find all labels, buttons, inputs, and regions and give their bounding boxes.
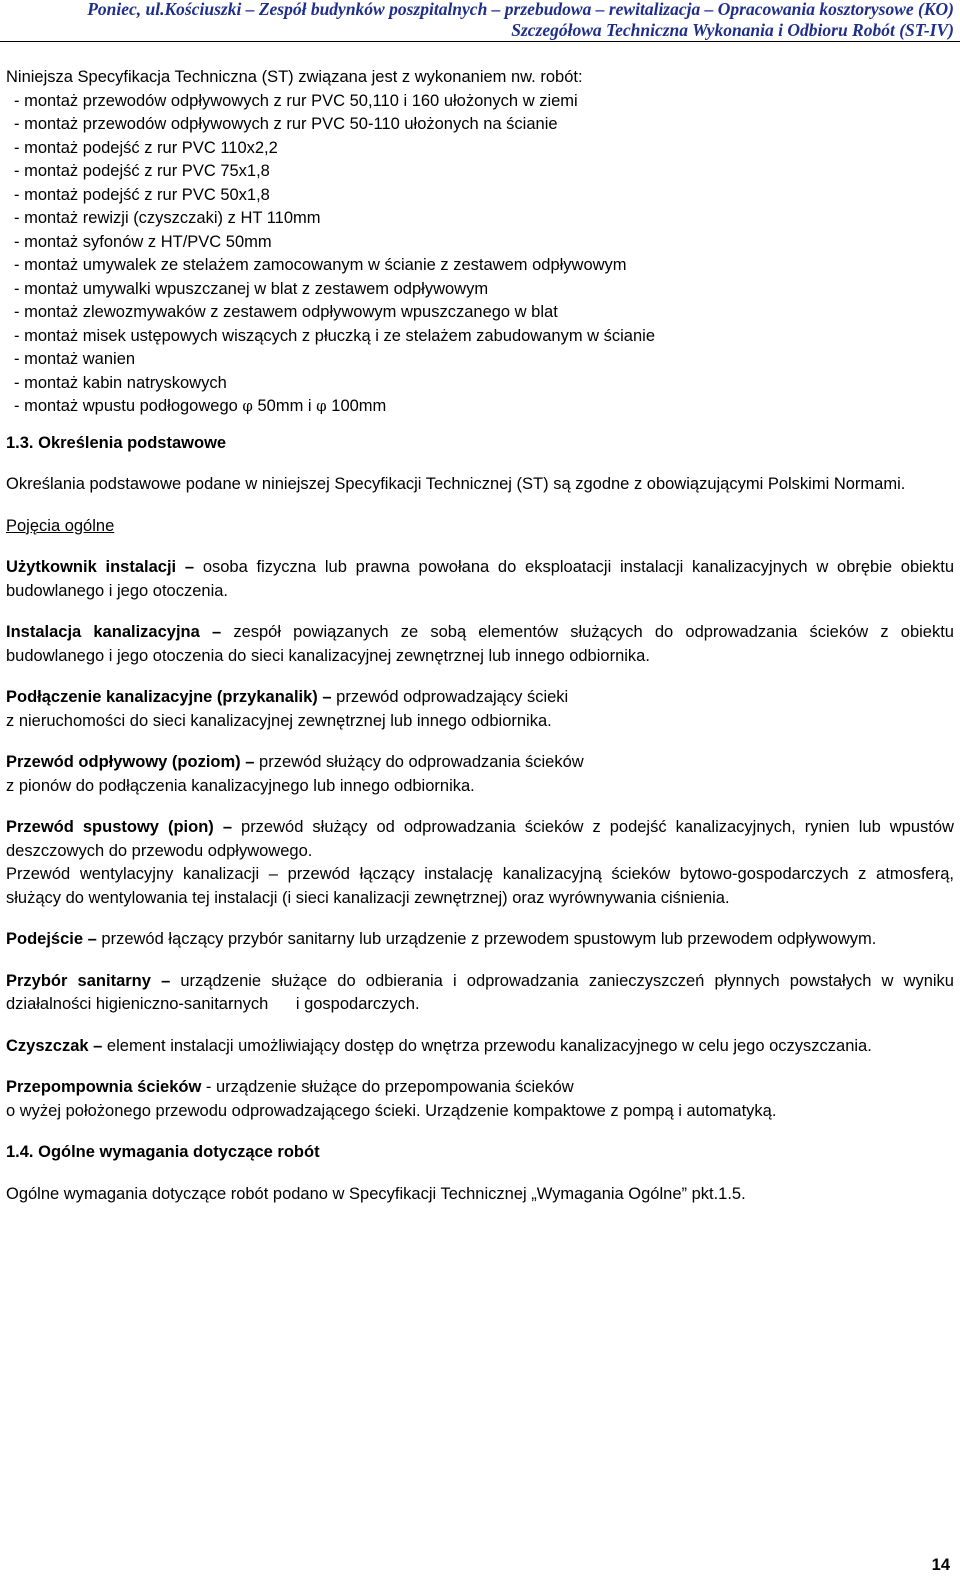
document-body <box>6 66 959 1206</box>
definition-dash: – <box>317 688 337 706</box>
definition-term: Instalacja kanalizacyjna <box>6 623 200 641</box>
definition-term: Czyszczak <box>6 1036 89 1055</box>
definition-dash: – <box>176 558 203 576</box>
definition <box>6 1035 954 1059</box>
scope-item: - montaż przewodów odpływowych z rur PVC 50-110 ułożonych na ścianie <box>14 115 558 133</box>
diameter-symbol: φ <box>242 397 253 415</box>
scope-list <box>6 90 954 419</box>
definition-dash: – <box>240 753 260 771</box>
scope-item: - montaż zlewozmywaków z zestawem odpływowym wpuszczanego w blat <box>14 303 558 321</box>
item-text: - montaż wpustu podłogowego <box>14 397 243 415</box>
definition-term: Przepompownia ścieków <box>6 1078 202 1096</box>
definition-dash: – <box>199 623 234 641</box>
scope-item-floor-drain <box>6 395 954 419</box>
definition-dash: – <box>213 818 242 836</box>
item-text: 100mm <box>326 397 387 415</box>
definition-text: przewód łączący przybór sanitarny lub urządzenie z przewodem spustowym lub przewodem odpływowym. <box>101 930 877 948</box>
subheading-text: Pojęcia ogólne <box>6 516 115 535</box>
definition <box>6 751 954 798</box>
definition <box>6 1076 954 1100</box>
definition <box>6 970 959 1017</box>
scope-item: - montaż podejść z rur PVC 75x1,8 <box>14 162 270 180</box>
definition <box>6 686 954 733</box>
definition-text: przewód służący od odprowadzania ścieków z podejść kanalizacyjnych, rynien lub wpustów deszczowych do przewodu odpływowego. <box>6 818 954 860</box>
page-number: 14 <box>931 1556 950 1574</box>
scope-item: - montaż umywalki wpuszczanej w blat z zestawem odpływowym <box>14 279 489 298</box>
diameter-symbol: φ <box>316 397 327 415</box>
definition-text: zespół powiązanych ze sobą elementów służących do odprowadzania ścieków z obiektu budowlanego i jego otoczenia do sieci kanalizacyjnej zewnętrznej lub innego odbiornika. <box>6 623 954 665</box>
scope-item: - montaż syfonów z HT/PVC 50mm <box>14 232 272 251</box>
definition-text: element instalacji umożliwiający dostęp do wnętrza przewodu kanalizacyjnego w celu jego oczyszczania. <box>106 1036 872 1055</box>
scope-intro: Niniejsza Specyfikacja Techniczna (ST) związana jest z wykonaniem nw. robót: <box>6 68 583 86</box>
definition-dash: – <box>88 1036 107 1055</box>
definition <box>6 621 954 668</box>
definition <box>6 816 954 863</box>
definition-text-continued: z nieruchomości do sieci kanalizacyjnej zewnętrznej lub innego odbiornika. <box>6 711 552 730</box>
definition-plain: Przewód wentylacyjny kanalizacji – przewód łączący instalację kanalizacyjną ścieków bytowo-gospodarczych z atmosferą, służący do wentylowania tej instalacji (i sieci kanalizacji zewnętrznej) oraz wyrównywania ciśnienia. <box>6 865 954 907</box>
header-divider <box>0 41 960 42</box>
definition-text: przewód odprowadzający ścieki <box>336 688 569 706</box>
scope-item: - montaż przewodów odpływowych z rur PVC 50,110 i 160 ułożonych w ziemi <box>14 91 578 110</box>
definition-text: urządzenie służące do odbierania i odprowadzania zanieczyszczeń płynnych powstałych w wyniku działalności higieniczno-sanitarnych i gospodarczych. <box>6 971 959 1013</box>
page-header <box>0 0 960 44</box>
definition-text: przewód służący do odprowadzania ścieków <box>259 753 584 771</box>
definition-dash: – <box>150 971 181 990</box>
definition <box>6 556 954 603</box>
definition-term: Przewód odpływowy (poziom) <box>6 753 241 771</box>
scope-item: - montaż podejść z rur PVC 110x2,2 <box>14 138 278 157</box>
scope-item: - montaż rewizji (czyszczaki) z HT 110mm <box>14 209 321 227</box>
definition-term: Podejście <box>6 930 84 948</box>
scope-item: - montaż misek ustępowych wiszących z płuczką i ze stelażem zabudowanym w ścianie <box>14 326 656 345</box>
scope-item: - montaż podejść z rur PVC 50x1,8 <box>14 185 270 204</box>
definition-dash: – <box>83 930 102 948</box>
definition-term: Przybór sanitarny <box>6 971 151 990</box>
definitions-intro: Określania podstawowe podane w niniejszej Specyfikacji Technicznej (ST) są zgodne z obowiązującymi Polskimi Normami. <box>6 475 906 493</box>
definition-term: Użytkownik instalacji <box>6 558 177 576</box>
scope-item: - montaż kabin natryskowych <box>14 373 227 392</box>
subheading-general-terms <box>6 515 954 539</box>
header-spec-line: Szczegółowa Techniczna Wykonania i Odbioru Robót (ST-IV) <box>511 20 954 40</box>
definition-term: Podłączenie kanalizacyjne (przykanalik) <box>6 688 318 706</box>
definition-term: Przewód spustowy (pion) <box>6 818 214 836</box>
definition-text: - urządzenie służące do przepompowania ścieków <box>201 1078 574 1096</box>
section-1-4-text: Ogólne wymagania dotyczące robót podano w Specyfikacji Technicznej „Wymagania Ogólne” pkt.1.5. <box>6 1184 746 1203</box>
scope-item: - montaż umywalek ze stelażem zamocowanym w ścianie z zestawem odpływowym <box>14 256 627 274</box>
definition-text-continued: z pionów do podłączenia kanalizacyjnego lub innego odbiornika. <box>6 776 475 795</box>
definition-text: osoba fizyczna lub prawna powołana do eksploatacji instalacji kanalizacyjnych w obrębie obiektu budowlanego i jego otoczenia. <box>6 558 954 600</box>
section-heading-1-4: 1.4. Ogólne wymagania dotyczące robót <box>6 1143 320 1161</box>
scope-item: - montaż wanien <box>14 350 136 368</box>
item-text: 50mm i <box>252 397 317 415</box>
header-project-line: Poniec, ul.Kościuszki – Zespół budynków poszpitalnych – przebudowa – rewitalizacja – Opracowania kosztorysowe (KO) <box>87 0 954 19</box>
definition <box>6 928 954 952</box>
definition-text-continued: o wyżej położonego przewodu odprowadzającego ścieki. Urządzenie kompaktowe z pompą i automatyką. <box>6 1101 777 1120</box>
section-heading-1-3: 1.3. Określenia podstawowe <box>6 433 227 452</box>
